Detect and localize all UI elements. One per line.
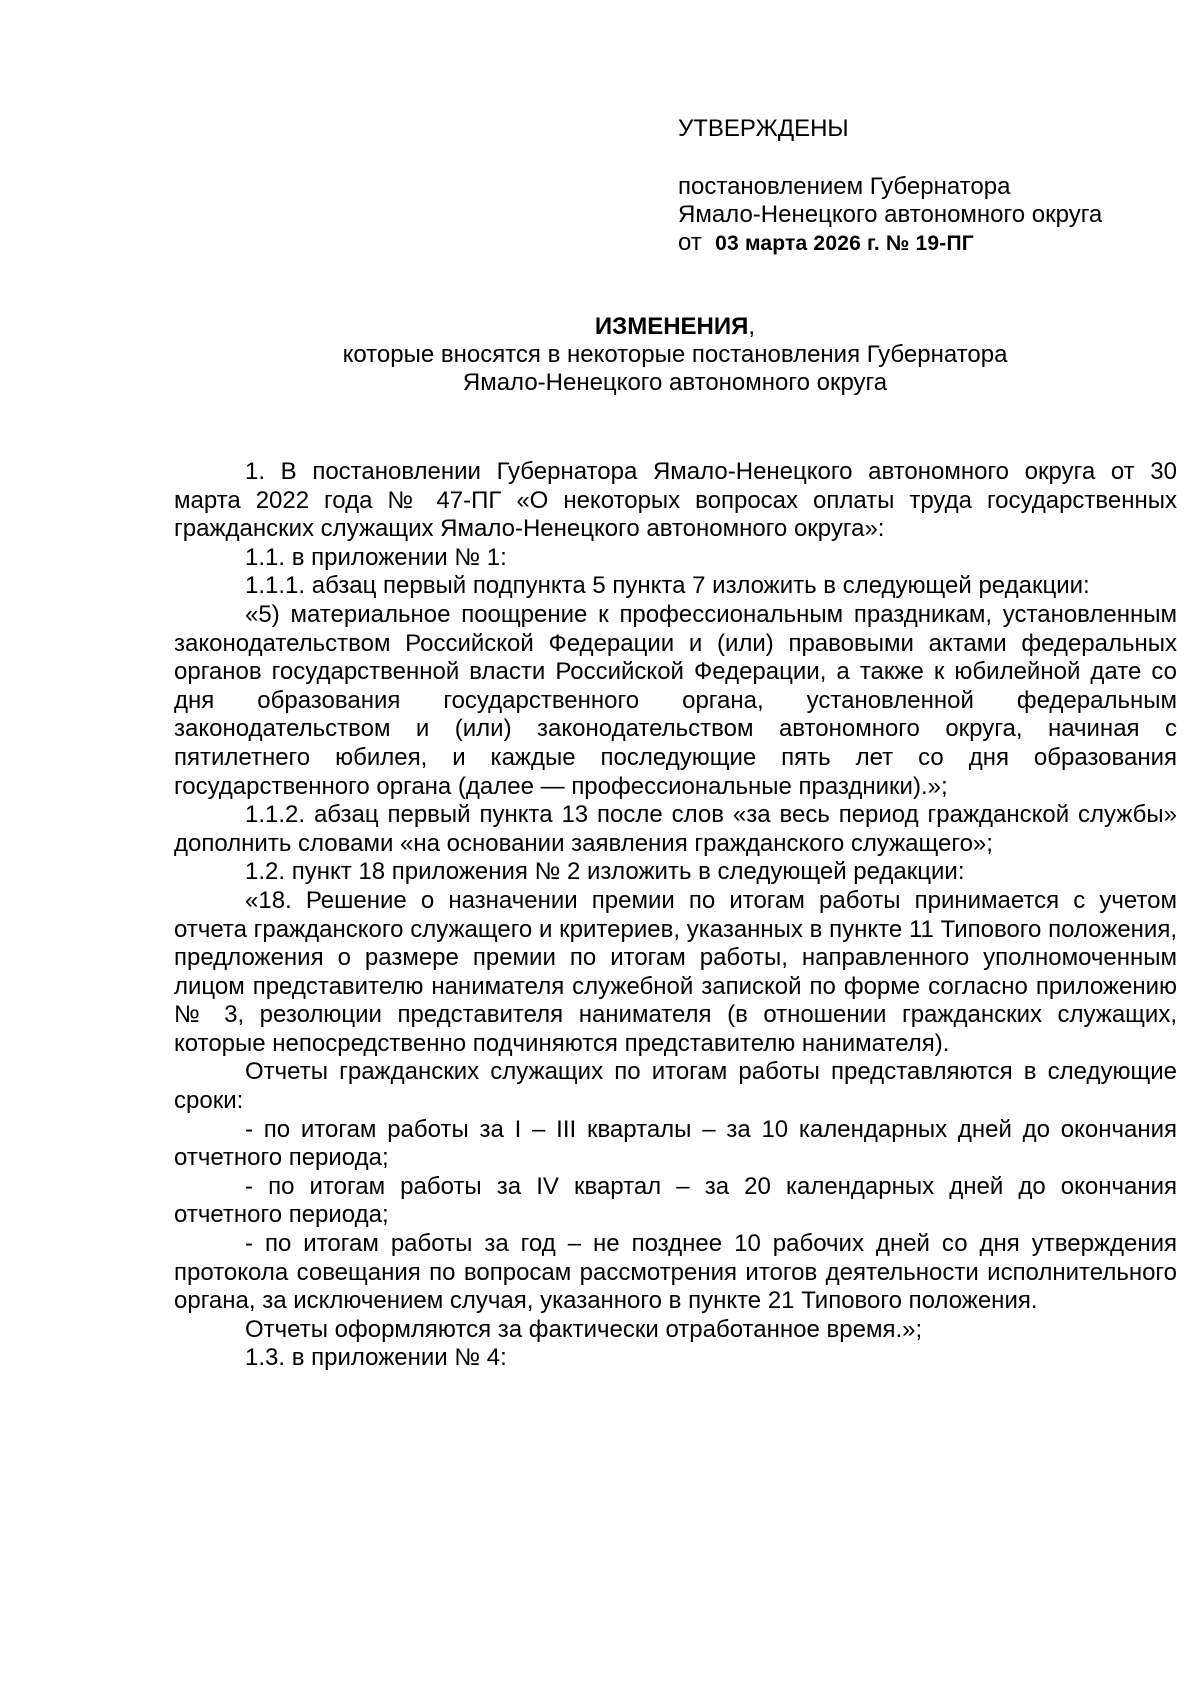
paragraph-1-3: 1.3. в приложении № 4: [245,1344,507,1372]
heading-line-2: Ямало-Ненецкого автономного округа [462,369,888,396]
list-item-year: - по итогам работы за год – не позднее 10 рабочих дней со дня утверждения протокола совещания по вопросам рассмотрения итогов деятельности исполнительного органа, за исключением случая, указанного в пункте 21 Типового положения. [174,1230,1177,1315]
spacer [678,143,1178,173]
paragraph-1-1: 1.1. в приложении № 1: [245,543,507,571]
heading-title: ИЗМЕНЕНИЯ [594,313,749,340]
paragraph-quote-18: «18. Решение о назначении премии по итогам работы принимается с учетом отчета гражданского служащего и критериев, указанных в пункте 11 Типового положения, предложения о размере премии по итогам работы, направленного уполномоченным лицом представителю нанимателя служебной запиской по форме согласно приложению № 3, резолюции представителя нанимателя (в отношении гражданских служащих, которые непосредственно подчиняются представителю нанимателя). [174,886,1177,1057]
approval-block [678,115,1178,258]
heading-title-line [175,313,1175,341]
document-body [174,458,1177,1373]
document-heading [175,313,1175,397]
approval-date-line [678,229,1178,258]
paragraph-1-1-1: 1.1.1. абзац первый подпункта 5 пункта 7 изложить в следующей редакции: [245,572,1090,600]
list-item-quarters: - по итогам работы за I – III кварталы – за 10 календарных дней до окончания отчетного периода; [174,1115,1177,1172]
heading-line-1: которые вносятся в некоторые постановления Губернатора [342,341,1008,368]
paragraph-reports-time: Отчеты оформляются за фактически отработанное время.»; [245,1315,923,1343]
approval-line-1: постановлением Губернатора [678,173,1011,200]
approval-date-prefix: от [678,229,702,256]
approval-date-number: 03 марта 2026 г. № 19-ПГ [715,232,974,255]
paragraph-1: 1. В постановлении Губернатора Ямало-Ненецкого автономного округа от 30 марта 2022 года № 47-ПГ «О некоторых вопросах оплаты труда государственных гражданских служащих Ямало-Ненецкого автономного округа»: [174,458,1177,543]
list-item-fourth-quarter: - по итогам работы за IV квартал – за 20 календарных дней до окончания отчетного периода; [174,1172,1177,1229]
approval-line-2: Ямало-Ненецкого автономного округа [678,201,1103,228]
heading-title-suffix: , [748,313,756,340]
paragraph-reports-deadlines: Отчеты гражданских служащих по итогам работы представляются в следующие сроки: [174,1058,1177,1115]
paragraph-1-2: 1.2. пункт 18 приложения № 2 изложить в следующей редакции: [245,858,965,886]
approval-title: УТВЕРЖДЕНЫ [678,115,849,142]
paragraph-quote-5: «5) материальное поощрение к профессиональным праздникам, установленным законодательством Российской Федерации и (или) правовыми актами федеральных органов государственной власти Российской Федерации, а также к юбилейной дате со дня образования государственного органа, установленной федеральным законодательством и (или) законодательством автономного округа, начиная с пятилетнего юбилея, и каждые последующие пять лет со дня образования государственного органа (далее — профессиональные праздники).»; [174,600,1177,800]
paragraph-1-1-2: 1.1.2. абзац первый пункта 13 после слов «за весь период гражданской службы» дополнить словами «на основании заявления гражданского служащего»; [174,801,1177,857]
